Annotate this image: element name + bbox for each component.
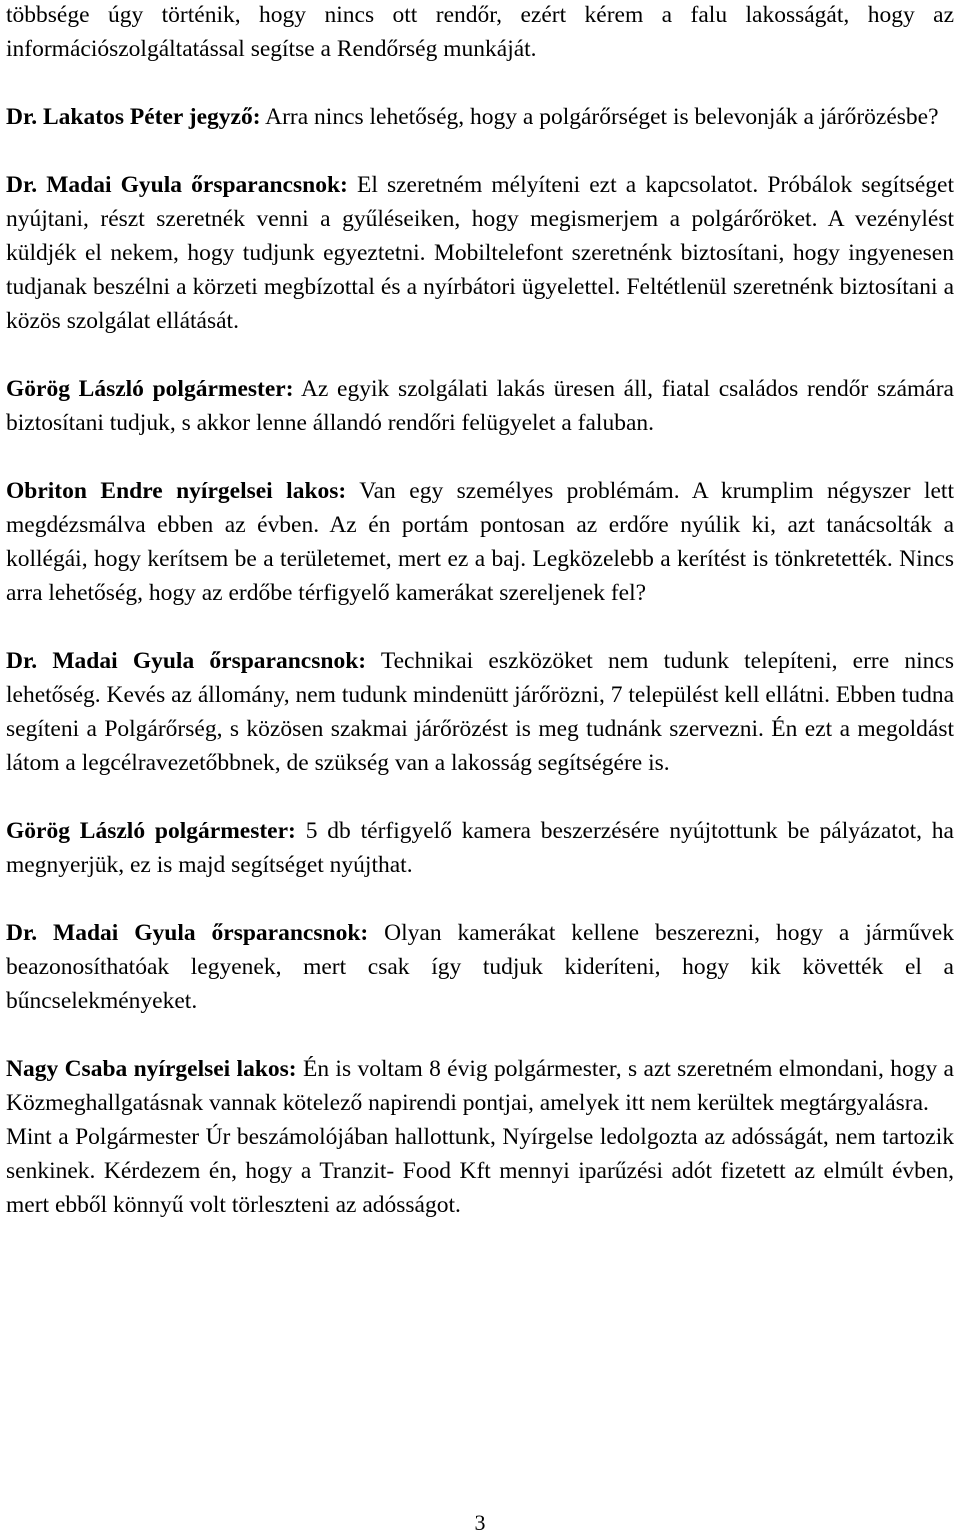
paragraph-text: Én is voltam 8 évig polgármester, s azt szeretném elmondani, hogy a Közmeghallgatásnak vannak kötelező napirendi pontjai, amelyek itt nem kerültek megtárgyalásra. [6,1056,954,1116]
paragraph-text: 5 db térfigyelő kamera beszerzésére nyújtottunk be pályázatot, ha megnyerjük, ez is majd segítséget nyújthat. [6,818,954,878]
paragraph-madai-3 [6,916,954,1018]
speaker-name: Dr. Lakatos Péter jegyző: [6,104,261,130]
paragraph-text: Van egy személyes problémám. A krumplim négyszer lett megdézsmálva ebben az évben. Az én portám pontosan az erdőre nyúlik ki, azt tanácsolták a kollégái, hogy kerítsem be a területemet, mert ez a baj. Legközelebb a kerítést is tönkretették. Nincs arra lehetőség, hogy az erdőbe térfigyelő kamerákat szereljenek fel? [6,478,954,606]
paragraph-gorog-2 [6,814,954,882]
paragraph-nagy-continued [6,1120,954,1222]
paragraph-text: Az egyik szolgálati lakás üresen áll, fiatal családos rendőr számára biztosítani tudjuk, s akkor lenne állandó rendőri felügyelet a faluban. [6,376,954,436]
paragraph-text: Technikai eszközöket nem tudunk telepíteni, erre nincs lehetőség. Kevés az állomány, nem tudunk mindenütt járőrözni, 7 települést kell ellátni. Ebben tudna segíteni a Polgárőrség, s közösen szakmai járőrözést is meg tudnánk szervezni. Én ezt a megoldást látom a legcélravezetőbbnek, de szükség van a lakosság segítségére is. [6,648,955,776]
paragraph-nagy [6,1052,954,1120]
paragraph-intro [6,0,954,66]
paragraph-lakatos [6,100,954,134]
speaker-name: Nagy Csaba nyírgelsei lakos: [6,1056,297,1082]
paragraph-text: El szeretném mélyíteni ezt a kapcsolatot. Próbálok segítséget nyújtani, részt szeretnék venni a gyűléseiken, hogy megismerjem a polgárőröket. A vezénylést küldjék el nekem, hogy tudjunk egyeztetni. Mobiltelefont szeretnénk biztosítani, hogy ingyenesen tudjanak beszélni a körzeti megbízottal és a nyírbátori ügyelettel. Feltétlenül szeretnénk biztosítani a közös szolgálat ellátását. [6,172,954,334]
paragraph-text: többsége úgy történik, hogy nincs ott rendőr, ezért kérem a falu lakosságát, hogy az információszolgáltatással segítse a Rendőrség munkáját. [6,2,954,62]
speaker-name: Dr. Madai Gyula őrsparancsnok: [6,648,367,674]
paragraph-text: Mint a Polgármester Úr beszámolójában hallottunk, Nyírgelse ledolgozta az adósságát, nem tartozik senkinek. Kérdezem én, hogy a Tranzit- Food Kft mennyi iparűzési adót fizetett az elmúlt évben, mert ebből könnyű volt törleszteni az adósságot. [6,1124,954,1218]
page-number: 3 [474,1510,486,1535]
paragraph-madai-1 [6,168,954,338]
paragraph-gorog-1 [6,372,954,440]
speaker-name: Görög László polgármester: [6,818,296,844]
paragraph-madai-2 [6,644,954,780]
paragraph-text: Olyan kamerákat kellene beszerezni, hogy a járművek beazonosíthatóak legyenek, mert csak így tudjuk kideríteni, hogy kik követték el a bűncselekményeket. [6,920,954,1014]
paragraph-text: Arra nincs lehetőség, hogy a polgárőrséget is belevonják a járőrözésbe? [260,104,939,130]
speaker-name: Görög László polgármester: [6,376,294,402]
document-page [6,0,954,1222]
speaker-name: Obriton Endre nyírgelsei lakos: [6,478,347,504]
paragraph-obriton [6,474,954,610]
speaker-name: Dr. Madai Gyula őrsparancsnok: [6,172,348,198]
speaker-name: Dr. Madai Gyula őrsparancsnok: [6,920,369,946]
